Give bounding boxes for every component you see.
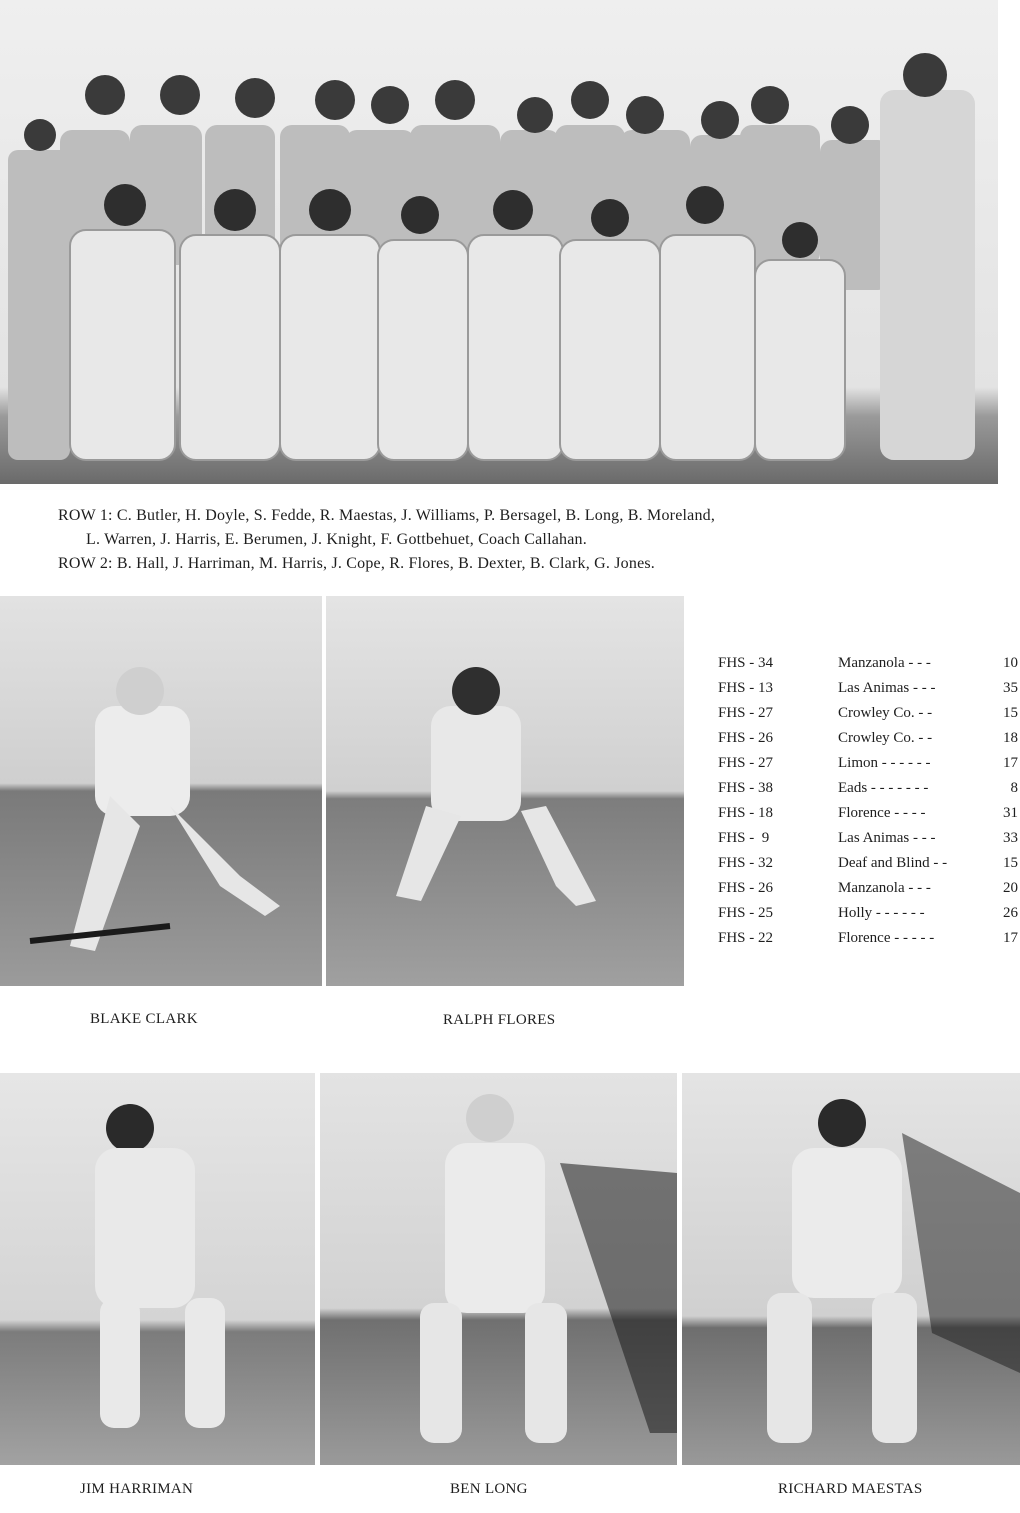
fhs-score: FHS - 18 [718, 805, 774, 821]
opponent: Crowley Co. - - [838, 705, 933, 721]
result-row [718, 776, 1018, 801]
opponent-score: 26 [1003, 905, 1018, 921]
wrestler-photo-ben-long [320, 1073, 677, 1465]
fhs-score: FHS - 38 [718, 780, 774, 796]
result-row [718, 801, 1018, 826]
opponent: Las Animas - - - [838, 680, 936, 696]
fhs-score: FHS - 22 [718, 930, 774, 946]
opponent-score: 33 [1003, 830, 1018, 846]
result-row [718, 851, 1018, 876]
opponent-score: 8 [1010, 780, 1018, 796]
roster-line-row2: ROW 2: B. Hall, J. Harriman, M. Harris, J. Cope, R. Flores, B. Dexter, B. Clark, G. Jones. [58, 555, 656, 572]
fhs-score: FHS - 34 [718, 655, 774, 671]
wrestler-photo-ralph-flores [326, 596, 684, 986]
wrestler-name-richard-maestas: RICHARD MAESTAS [778, 1481, 923, 1497]
roster-line-row1-cont: L. Warren, J. Harris, E. Berumen, J. Knight, F. Gottbehuet, Coach Callahan. [86, 531, 587, 548]
opponent-score: 31 [1003, 805, 1018, 821]
wrestler-figure [0, 1073, 315, 1465]
opponent: Florence - - - - [838, 805, 926, 821]
opponent: Manzanola - - - [838, 655, 931, 671]
fhs-score: FHS - 26 [718, 880, 774, 896]
opponent: Florence - - - - - [838, 930, 935, 946]
fhs-score: FHS - 27 [718, 705, 774, 721]
opponent-score: 15 [1003, 855, 1018, 871]
result-row [718, 651, 1018, 676]
fhs-score: FHS - 32 [718, 855, 774, 871]
opponent-score: 20 [1003, 880, 1018, 896]
wrestler-figure [682, 1073, 1020, 1465]
result-row [718, 826, 1018, 851]
wrestler-name-jim-harriman: JIM HARRIMAN [80, 1481, 194, 1497]
wrestler-name-ben-long: BEN LONG [450, 1481, 528, 1497]
wrestler-name-ralph-flores: RALPH FLORES [443, 1012, 556, 1028]
opponent: Limon - - - - - - [838, 755, 931, 771]
result-row [718, 701, 1018, 726]
opponent-score: 17 [1003, 755, 1018, 771]
fhs-score: FHS - 13 [718, 680, 774, 696]
fhs-score: FHS - 9 [718, 830, 770, 846]
wrestler-name-blake-clark: BLAKE CLARK [90, 1011, 198, 1027]
result-row [718, 901, 1018, 926]
roster-line-row1: ROW 1: C. Butler, H. Doyle, S. Fedde, R. Maestas, J. Williams, P. Bersagel, B. Long, B. Moreland, [58, 507, 716, 524]
opponent: Manzanola - - - [838, 880, 931, 896]
wrestler-photo-jim-harriman [0, 1073, 315, 1465]
opponent: Crowley Co. - - [838, 730, 933, 746]
opponent: Las Animas - - - [838, 830, 936, 846]
fhs-score: FHS - 27 [718, 755, 774, 771]
fhs-score: FHS - 25 [718, 905, 774, 921]
wrestler-figure [0, 596, 322, 986]
team-photo-figures [0, 0, 998, 484]
result-row [718, 876, 1018, 901]
team-photo [0, 0, 998, 484]
wrestler-photo-blake-clark [0, 596, 322, 986]
opponent: Deaf and Blind - - [838, 855, 948, 871]
opponent-score: 17 [1003, 930, 1018, 946]
wrestler-figure [326, 596, 684, 986]
result-row [718, 926, 1018, 951]
fhs-score: FHS - 26 [718, 730, 774, 746]
opponent-score: 10 [1003, 655, 1018, 671]
result-row [718, 676, 1018, 701]
wrestler-figure [320, 1073, 677, 1465]
opponent: Eads - - - - - - - [838, 780, 929, 796]
opponent: Holly - - - - - - [838, 905, 925, 921]
result-row [718, 726, 1018, 751]
roster-caption [58, 504, 1008, 576]
wrestler-photo-richard-maestas [682, 1073, 1020, 1465]
opponent-score: 18 [1003, 730, 1018, 746]
opponent-score: 15 [1003, 705, 1018, 721]
season-results [718, 651, 1018, 951]
opponent-score: 35 [1003, 680, 1018, 696]
result-row [718, 751, 1018, 776]
